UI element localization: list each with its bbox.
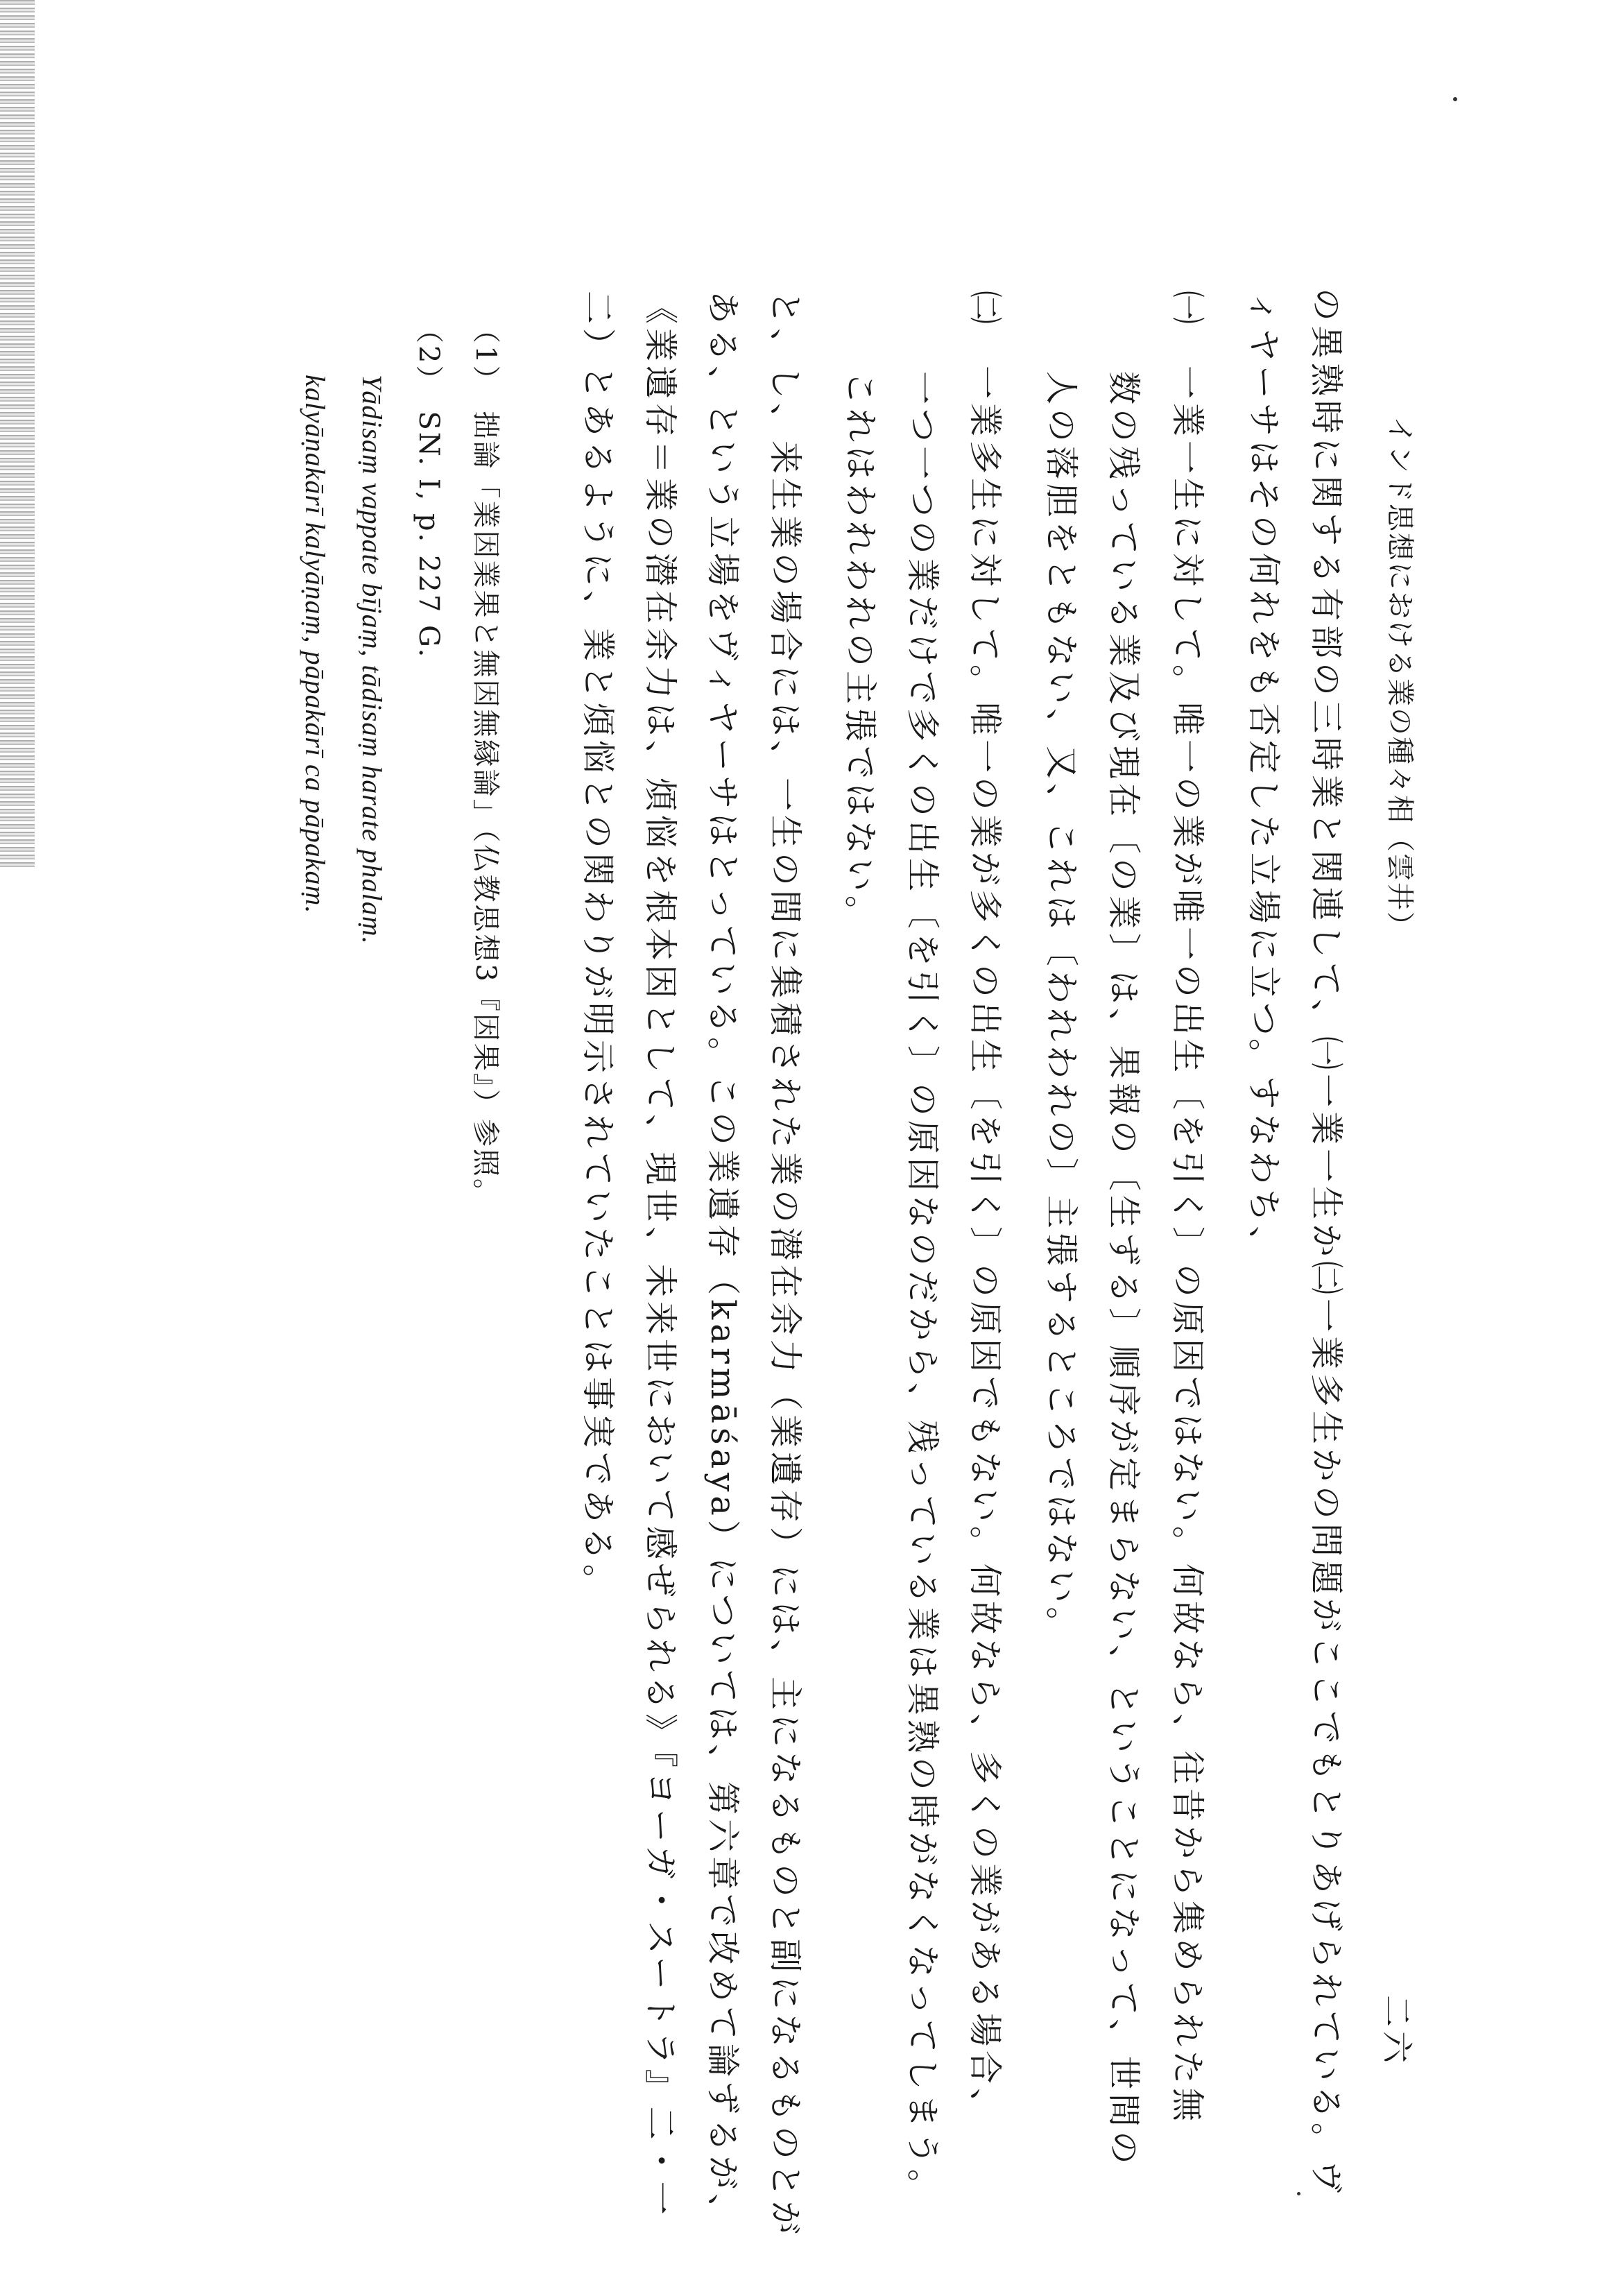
footnote-pali-1: Yādisaṃ vappate bījaṃ, tādisaṃ harate phalaṃ. bbox=[357, 375, 388, 945]
body-line: 《業遺存＝業の潜在余力は、煩悩を根本因として、現世、未来世において感ぜられる》『ヨーガ・スートラ』二・一 bbox=[641, 291, 680, 2219]
body-line: ㈠ 一業一生に対して。唯一の業が唯一の出生〔を引く〕の原因ではない。何故なら、往昔から集められた無 bbox=[1168, 291, 1207, 2126]
body-line: の異熟時に関する有部の三時業と関連して、㈠一業一生か㈡一業多生かの問題がここでもとりあげられている。ヴ bbox=[1307, 288, 1346, 2198]
header-title: インド思想における業の種々相（雲井） bbox=[1384, 416, 1416, 941]
footnote-1: （1） 拙論「業因業果と無因無縁論」（仏教思想3『因果』）参照。 bbox=[470, 316, 501, 1208]
body-line: ㈡ 一業多生に対して。唯一の業が多くの出生〔を引く〕の原因でもない。何故なら、多くの業がある場合、 bbox=[965, 291, 1004, 2126]
body-line: と、し、来生業の場合には、一生の間に集積された業の潜在余力（業遺存）には、主になるものと副になるものとが bbox=[766, 291, 805, 2239]
page-number: 二六 bbox=[1378, 1995, 1416, 2067]
body-line: 二）とあるように、業と煩悩との関わりが明示されていたことは事実である。 bbox=[578, 291, 617, 1602]
body-line: 数の残っている業及び現在〔の業〕は、果報の〔生ずる〕順序が定まらない、ということになって、世間の bbox=[1104, 371, 1143, 2169]
running-header bbox=[1380, 416, 1422, 2081]
body-line: 人の落胆をともない、又、これは〔われわれの〕主張するところではない。 bbox=[1042, 371, 1081, 1645]
body-line: これはわれわれの主張ではない。 bbox=[841, 371, 879, 934]
footnote-pali-2: kalyāṇakārī kalyāṇaṃ, pāpakārī ca pāpakaṃ. bbox=[300, 375, 331, 914]
body-line: ィヤーサはその何れをも否定した立場に立つ。すなわち、 bbox=[1244, 291, 1283, 1264]
body-line: 一つ一つの業だけで多くの出生〔を引く〕の原因なのだから、残っている業は異熟の時がなくなってしまう。 bbox=[903, 371, 942, 2207]
body-line: ある、という立場をヴィヤーサはとっている。この業遺存（karmāśaya）については、第六章で改めて論ずるが、 bbox=[703, 291, 742, 2231]
footnote-2: （2） SN. I, p. 227 G. bbox=[413, 316, 445, 660]
